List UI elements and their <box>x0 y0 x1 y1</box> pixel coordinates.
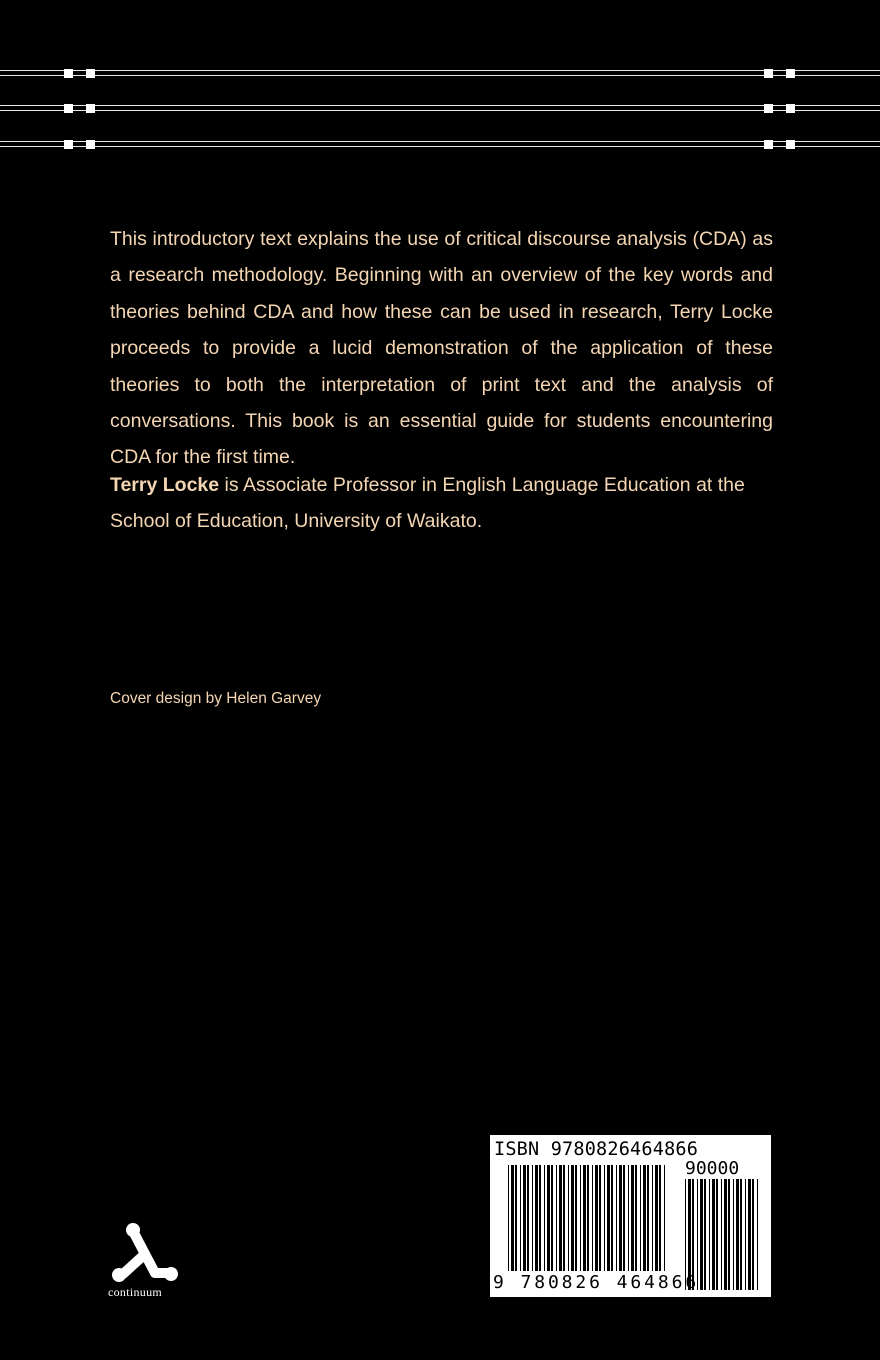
price-code: 90000 <box>685 1158 740 1179</box>
author-bio-text: is Associate Professor in English Language Education at the School of Education, University of Waikato. <box>110 474 745 533</box>
barcode-bar <box>704 1179 706 1290</box>
barcode-bar <box>595 1165 598 1271</box>
barcode-bar <box>611 1165 613 1271</box>
barcode-bar <box>712 1179 715 1290</box>
barcode-bar <box>643 1165 646 1271</box>
barcode-bar <box>592 1165 593 1271</box>
barcode-bar <box>757 1179 758 1290</box>
decorative-rule-1 <box>0 70 880 77</box>
publisher-name: continuum <box>108 1285 163 1299</box>
isbn-label: ISBN 9780826464866 <box>494 1139 699 1160</box>
barcode-bar <box>527 1165 529 1271</box>
square-icon <box>786 140 795 149</box>
barcode-bar <box>647 1165 649 1271</box>
barcode-bar <box>559 1165 562 1271</box>
barcode-bar <box>599 1165 601 1271</box>
square-icon <box>764 104 773 113</box>
barcode-bar <box>619 1165 622 1271</box>
barcode-bar <box>748 1179 751 1290</box>
barcode-bar <box>563 1165 565 1271</box>
barcode-bar <box>728 1179 730 1290</box>
square-icon <box>86 104 95 113</box>
barcode-bar <box>745 1179 746 1290</box>
barcode-bar <box>515 1165 517 1271</box>
square-icon <box>786 69 795 78</box>
barcode-bar <box>724 1179 727 1290</box>
square-icon <box>64 104 73 113</box>
barcode-bar <box>556 1165 557 1271</box>
barcode-bar <box>736 1179 739 1290</box>
barcode-bar <box>655 1165 658 1271</box>
barcode-bar <box>583 1165 586 1271</box>
barcode-bar <box>740 1179 742 1290</box>
barcode-bar <box>733 1179 734 1290</box>
barcode-bar <box>752 1179 754 1290</box>
barcode-bar <box>580 1165 581 1271</box>
author-bio <box>110 467 773 540</box>
barcode-bar <box>535 1165 538 1271</box>
square-icon <box>86 69 95 78</box>
square-icon <box>764 140 773 149</box>
square-icon <box>64 140 73 149</box>
barcode-bar <box>631 1165 634 1271</box>
barcode-bar <box>532 1165 533 1271</box>
barcode-bar <box>700 1179 703 1290</box>
barcode-bar <box>571 1165 574 1271</box>
square-icon <box>786 104 795 113</box>
barcode-bar <box>539 1165 541 1271</box>
main-bars <box>508 1165 665 1271</box>
square-icon <box>86 140 95 149</box>
barcode-bar <box>607 1165 610 1271</box>
barcode-bar <box>544 1165 545 1271</box>
barcode-bar <box>635 1165 637 1271</box>
barcode-bar <box>640 1165 641 1271</box>
book-description: This introductory text explains the use of critical discourse analysis (CDA) as a research methodology. Beginning with an overview of the key words and theories behind CDA and how these can be used in research, Terry Locke proceeds to provide a lucid demonstration of the application of these theories to both the interpretation of print text and the analysis of conversations. This book is an essential guide for students encountering CDA for the first time. <box>110 228 773 469</box>
barcode-bar <box>721 1179 722 1290</box>
barcode-bar <box>716 1179 718 1290</box>
barcode-bar <box>511 1165 514 1271</box>
square-icon <box>64 69 73 78</box>
barcode-bar <box>628 1165 629 1271</box>
barcode-bar <box>709 1179 710 1290</box>
barcode-bar <box>575 1165 577 1271</box>
barcode-bar <box>623 1165 625 1271</box>
barcode-bar <box>508 1165 509 1271</box>
author-name: Terry Locke <box>110 474 220 496</box>
barcode-bar <box>523 1165 526 1271</box>
barcode-bar <box>616 1165 617 1271</box>
cover-design-credit: Cover design by Helen Garvey <box>110 690 322 707</box>
barcode-bar <box>652 1165 653 1271</box>
barcode-bar <box>659 1165 661 1271</box>
barcode-bar <box>551 1165 553 1271</box>
barcode-bar <box>587 1165 589 1271</box>
barcode-bar <box>664 1165 665 1271</box>
isbn-digits: 9 780826 464866 <box>493 1272 700 1293</box>
decorative-rule-2 <box>0 105 880 112</box>
barcode-bar <box>547 1165 550 1271</box>
isbn-barcode <box>490 1135 771 1297</box>
square-icon <box>764 69 773 78</box>
barcode-bar <box>568 1165 569 1271</box>
barcode-bar <box>604 1165 605 1271</box>
decorative-rule-3 <box>0 141 880 148</box>
barcode-bar <box>520 1165 521 1271</box>
